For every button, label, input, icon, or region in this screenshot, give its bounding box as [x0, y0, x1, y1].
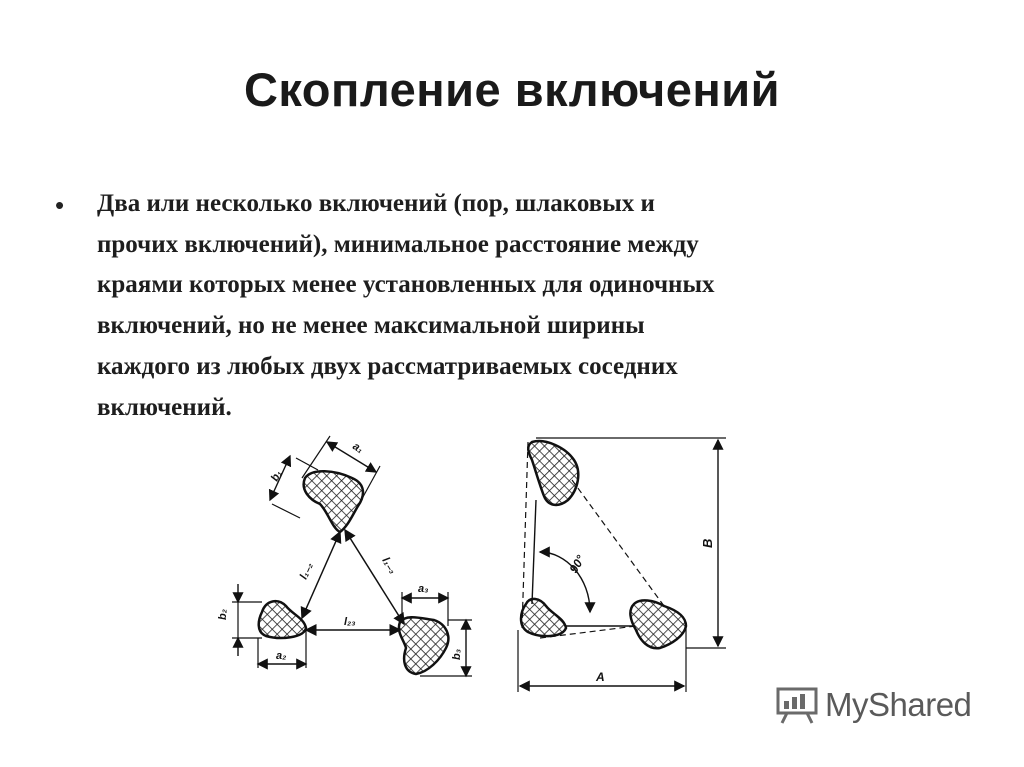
inclusion-top	[528, 441, 578, 505]
slide-title: Скопление включений	[243, 63, 781, 116]
bullet-line: включений.	[97, 393, 232, 421]
inclusion-2	[259, 601, 306, 638]
right-figure	[518, 438, 726, 692]
label-a1: a₁	[350, 440, 366, 456]
label-angle: 90°	[566, 552, 588, 576]
bullet-text	[97, 184, 967, 428]
label-b1: b₁	[268, 468, 285, 484]
label-b2: b₂	[217, 609, 229, 620]
label-B: B	[700, 538, 715, 548]
label-A: A	[596, 670, 605, 684]
label-l23: l₂₃	[344, 616, 356, 628]
label-a2: a₂	[276, 650, 287, 662]
inclusion-3	[399, 617, 448, 674]
label-a3: a₃	[418, 583, 429, 595]
bullet-line: каждого из любых двух рассматриваемых соседних	[97, 352, 678, 380]
label-l12: l₁₋₂	[297, 560, 316, 582]
bullet-line: краями которых менее установленных для одиночных	[97, 271, 715, 299]
inclusion-1	[304, 471, 363, 532]
bullet-marker: •	[55, 190, 65, 220]
presentation-board-icon	[775, 686, 819, 724]
inclusion-bottom-left	[521, 599, 566, 636]
bullet-line: прочих включений), минимальное расстояние между	[97, 230, 699, 258]
logo-text: MyShared	[825, 686, 972, 723]
left-figure	[232, 436, 472, 676]
bullet-line: включений, но не менее максимальной ширины	[97, 312, 645, 340]
inclusions-diagram	[217, 430, 746, 700]
bullet-line: Два или несколько включений (пор, шлаковых и	[97, 190, 655, 217]
myshared-logo	[775, 686, 971, 724]
label-b3: b₃	[451, 649, 463, 660]
label-l13: l₁₋₃	[379, 555, 399, 577]
inclusion-bottom-right	[630, 600, 686, 648]
distance-l13	[345, 530, 404, 624]
